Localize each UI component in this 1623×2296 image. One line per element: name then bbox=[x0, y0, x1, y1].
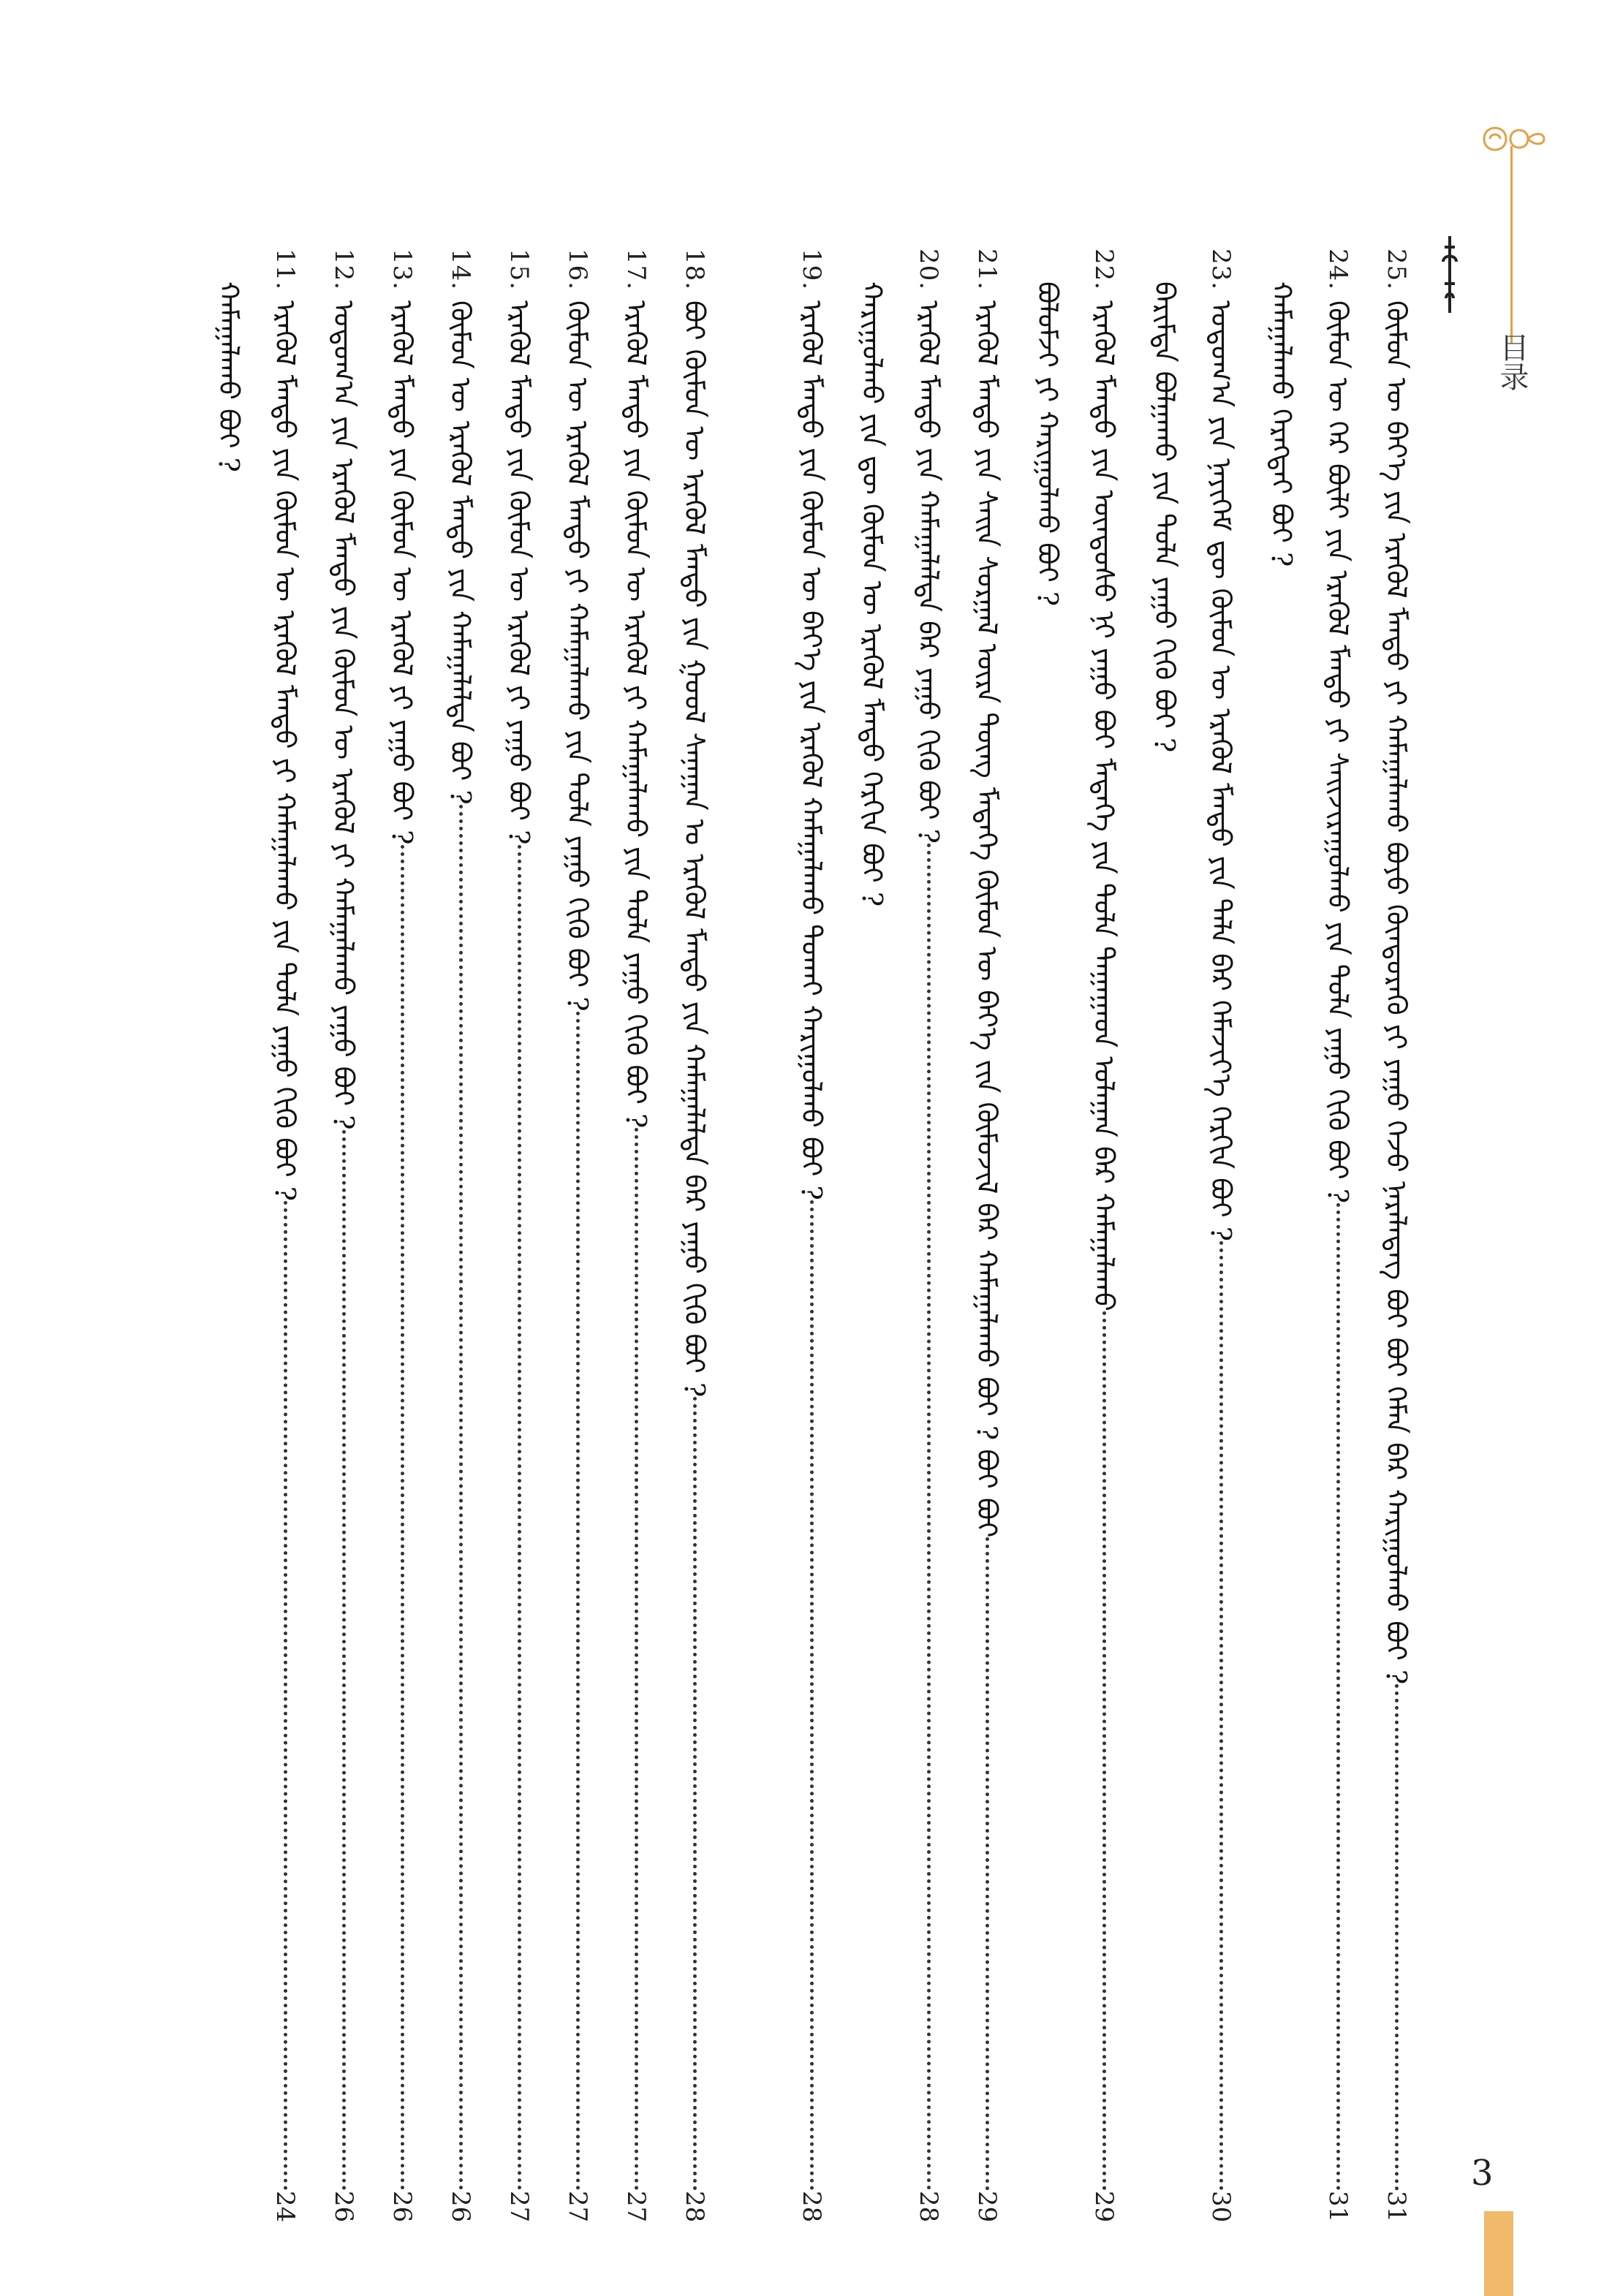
toc-entry-page: 27 bbox=[504, 2190, 534, 2222]
toc-dot-leader bbox=[693, 1397, 697, 2190]
toc-entry[interactable] bbox=[1199, 249, 1243, 2222]
toc-entry[interactable] bbox=[673, 249, 716, 2222]
toc-entry[interactable] bbox=[614, 249, 658, 2222]
toc-entry-title: ᠡᠷᠡᠭᠦᠯ ᠮᠡᠨᠳᠦ ᠶᠢᠨ ᠬᠦᠮᠦᠨ ᠦ ᠡᠷᠡᠭᠦᠯ ᠶᠢ ᠶᠠᠭᠤ ᠪᠤᠢ ? bbox=[386, 300, 418, 845]
toc-entry-page: 26 bbox=[446, 2190, 475, 2222]
toc-dot-leader bbox=[985, 1537, 989, 2190]
toc-entry-number: 14. bbox=[446, 249, 475, 291]
toc-entry-number: 13. bbox=[387, 249, 417, 291]
toc-entry-title: ᠬᠦᠮᠦᠨ ᠦ ᠡᠷᠡᠭᠦᠯ ᠮᠡᠨᠳᠦ ᠶᠢ ᠬᠠᠮᠠᠭᠠᠯᠠᠬᠤ ᠶᠢᠨ ᠲᠤᠯᠠ ᠶᠠᠭᠤ ᠬᠢᠬᠦ ᠪᠤᠢ ? bbox=[561, 300, 594, 1012]
toc-entry-continuation: ᠪᠠᠷᠢᠮᠲᠠ ᠪᠣᠯᠭᠠᠬᠤ ᠶᠢᠨ ᠲᠤᠯᠠ ᠶᠠᠭᠤ ᠬᠢᠬᠦ ᠪᠤᠢ ? bbox=[1149, 281, 1181, 753]
toc-entry-number: 21. bbox=[972, 249, 1002, 291]
toc-dot-leader bbox=[1336, 1203, 1340, 2191]
toc-entry-number: 12. bbox=[329, 249, 358, 291]
toc-entry[interactable] bbox=[965, 249, 1009, 2222]
toc-entry[interactable] bbox=[322, 249, 366, 2222]
toc-entry-page: 28 bbox=[797, 2190, 826, 2222]
toc-entry-page: 24 bbox=[270, 2190, 300, 2222]
toc-dot-leader bbox=[927, 844, 931, 2191]
toc-entry-page: 27 bbox=[621, 2190, 651, 2222]
toc-dot-leader bbox=[342, 1130, 346, 2191]
toc-entry[interactable] bbox=[556, 249, 599, 2222]
toc-entry-title: ᠬᠦᠮᠦᠨ ᠦ ᠡᠷᠡᠭᠦᠯ ᠮᠡᠨᠳᠦ ᠶᠢᠨ ᠬᠠᠮᠠᠭᠠᠯᠠᠯᠲᠠ ᠪᠤᠢ ? bbox=[444, 300, 477, 805]
toc-dot-leader bbox=[459, 805, 463, 2191]
toc-entry-title: ᠬᠦᠮᠦᠨ ᠦ ᠭᠡᠷ ᠪᠦᠯᠢ ᠶᠢᠨ ᠡᠷᠡᠭᠦᠯ ᠮᠡᠨᠳᠦ ᠶᠢ ᠰᠠᠢᠵᠢᠷᠠᠭᠤᠯᠬᠤ ᠶᠢᠨ ᠲᠤᠯᠠ ᠶᠠᠭᠤ ᠬᠢᠬᠦ ᠪᠤᠢ ? bbox=[1322, 300, 1354, 1204]
toc-entry-title: ᠡᠷᠡᠭᠦᠯ ᠮᠡᠨᠳᠦ ᠶᠢᠨ ᠬᠦᠮᠦᠨ ᠦ ᠡᠷᠡᠭᠦᠯ ᠶᠢ ᠬᠠᠮᠠᠭᠠᠯᠠᠬᠤ ᠶᠢᠨ ᠲᠤᠯᠠ ᠶᠠᠭᠤ ᠬᠢᠬᠦ ᠪᠤᠢ ? bbox=[620, 300, 652, 1129]
toc-entry-number: 17. bbox=[621, 249, 651, 291]
toc-dot-leader bbox=[1395, 1684, 1399, 2190]
toc-entry[interactable] bbox=[1316, 249, 1360, 2222]
toc-dot-leader bbox=[810, 1200, 814, 2191]
toc-entry-number: 25. bbox=[1382, 249, 1411, 291]
toc-entry-title: ᠤᠳᠤᠭ᠎ᠠ ᠶᠢᠨ ᠡᠷᠡᠭᠦᠯ ᠮᠡᠨᠳᠦ ᠶᠢᠨ ᠬᠦᠮᠦᠨ ᠦ ᠡᠷᠡᠭᠦᠯ ᠶᠢ ᠬᠠᠮᠠᠭᠠᠯᠠᠬᠤ ᠶᠠᠭᠤ ᠪᠤᠢ ? bbox=[328, 300, 360, 1130]
toc-entry-title: ᠡᠷᠡᠭᠦᠯ ᠮᠡᠨᠳᠦ ᠶᠢᠨ ᠬᠦᠮᠦᠨ ᠦ ᠡᠷᠡᠭᠦᠯ ᠮᠡᠨᠳᠦ ᠶᠢ ᠬᠠᠮᠠᠭᠠᠯᠠᠬᠤ ᠶᠢᠨ ᠲᠤᠯᠠ ᠶᠠᠭᠤ ᠬᠢᠬᠦ ᠪᠤᠢ ? bbox=[269, 300, 301, 1202]
header-ornament-icon bbox=[1477, 117, 1550, 161]
toc-dot-leader bbox=[401, 845, 404, 2191]
toc-entry-title: ᠡᠷᠡᠭᠦᠯ ᠮᠡᠨᠳᠦ ᠶᠢᠨ ᠰᠠᠢᠨ ᠰᠤᠷᠭᠠᠯ ᠦᠷᠡ ᠳᠦᠩ ᠮᠡᠳᠡᠭᠡ ᠬᠦᠮᠦᠨ ᠦ ᠪᠡᠶ᠎ᠡ ᠵᠢᠨ ᠬᠦᠮᠦᠵᠢᠯ ᠪᠠᠷ ᠬᠠᠮᠠᠭᠠᠯᠠᠬᠤ ᠪᠤᠢ ? ᠪᠤᠢ ᠪᠤᠢ bbox=[971, 300, 1003, 1538]
toc-entry[interactable] bbox=[790, 249, 833, 2222]
toc-entry-continuation: ᠬᠠᠷᠢᠭᠤᠯᠬᠤ ᠶᠢᠨ ᠳᠦ ᠬᠦᠮᠦᠨ ᠦ ᠡᠷᠡᠭᠦᠯ ᠮᠡᠨᠳᠦ ᠬᠡᠷᠬᠢᠨ ᠪᠤᠢ ? bbox=[856, 281, 888, 907]
toc-entry-page: 31 bbox=[1382, 2190, 1411, 2222]
toc-dot-leader bbox=[284, 1201, 287, 2191]
toc-entry-title: ᠤᠳᠤᠭ᠎ᠠ ᠶᠢᠨ ᠨᠡᠶᠢᠭᠡᠮ ᠳᠦ ᠬᠦᠮᠦᠨ ᠦ ᠡᠷᠡᠭᠦᠯ ᠮᠡᠨᠳᠦ ᠶᠢᠨ ᠲᠠᠯᠠ ᠪᠠᠷ ᠬᠡᠮᠡᠵᠢᠶ᠎ᠡ ᠬᠡᠷᠬᠢᠨ ᠪᠤᠢ ? bbox=[1205, 300, 1237, 1242]
toc-entry[interactable] bbox=[497, 249, 541, 2222]
toc-entry-title: ᠡᠷᠡᠭᠦᠯ ᠮᠡᠨᠳᠦ ᠶᠢᠨ ᠦᠨᠳᠦᠰᠦ ᠨᠢ ᠶᠠᠭᠤ ᠪᠤᠢ ᠮᠡᠳᠡᠭᠡ ᠶᠢᠨ ᠲᠤᠯᠠ ᠳᠠᠭᠠᠭᠠᠳ ᠤᠯᠠᠭᠠᠨ ᠪᠠᠷ ᠬᠠᠮᠠᠭᠠᠯᠠᠬᠤ bbox=[1088, 300, 1120, 1311]
header-title: 目录 bbox=[1495, 333, 1529, 391]
toc-dot-leader bbox=[576, 1012, 580, 2191]
toc-dot-leader bbox=[518, 845, 521, 2191]
toc-dot-leader bbox=[1219, 1241, 1223, 2191]
header-divider bbox=[1510, 146, 1513, 344]
toc-entry-page: 29 bbox=[972, 2190, 1002, 2222]
toc-entry-page: 28 bbox=[914, 2190, 943, 2222]
toc-entry-continuation: ᠬᠠᠮᠠᠭᠠᠯᠠᠬᠤ ᠬᠡᠷᠡᠭᠲᠡᠢ ᠪᠤᠢ ? bbox=[1266, 281, 1298, 567]
toc-entry-number: 20. bbox=[914, 249, 943, 291]
page-number: 3 bbox=[1471, 2153, 1494, 2194]
toc-entry-number: 11. bbox=[270, 249, 300, 291]
toc-entry-number: 23. bbox=[1206, 249, 1236, 291]
toc-entry[interactable] bbox=[263, 249, 307, 2222]
toc-entry[interactable] bbox=[439, 249, 483, 2222]
toc-entry[interactable] bbox=[907, 249, 950, 2222]
toc-entry-title: ᠡᠷᠡᠭᠦᠯ ᠮᠡᠨᠳᠦ ᠶᠢᠨ ᠬᠦᠮᠦᠨ ᠦ ᠪᠡᠶ᠎ᠡ ᠶᠢᠨ ᠡᠷᠡᠭᠦᠯ ᠬᠠᠮᠠᠭᠠᠯᠠᠬᠤ ᠲᠤᠬᠠᠢ ᠬᠠᠷᠢᠭᠤᠯᠬᠤ ᠪᠤᠢ ? bbox=[795, 300, 828, 1200]
header-script-mark-icon bbox=[1439, 232, 1461, 320]
toc-entry-number: 15. bbox=[504, 249, 534, 291]
toc-entry-number: 24. bbox=[1323, 249, 1352, 291]
toc-entry-number: 22. bbox=[1089, 249, 1119, 291]
toc-dot-leader bbox=[1102, 1311, 1106, 2191]
toc-entry-page: 26 bbox=[329, 2190, 358, 2222]
toc-entry-page: 31 bbox=[1323, 2190, 1352, 2222]
toc-entry-number: 16. bbox=[563, 249, 592, 291]
toc-entry-continuation: ᠪᠣᠯᠤᠮᠵᠢ ᠶᠢ ᠬᠠᠷᠢᠭᠤᠯᠬᠤ ᠪᠤᠢ ? bbox=[1032, 281, 1064, 607]
toc-dot-leader bbox=[635, 1128, 638, 2190]
toc-entry[interactable] bbox=[1082, 249, 1126, 2222]
toc-entry-number: 18. bbox=[680, 249, 709, 291]
toc-entry-page: 27 bbox=[563, 2190, 592, 2222]
toc-entry-number: 19. bbox=[797, 249, 826, 291]
toc-entry-title: ᠡᠷᠡᠭᠦᠯ ᠮᠡᠨᠳᠦ ᠶᠢᠨ ᠬᠦᠮᠦᠨ ᠦ ᠡᠷᠡᠭᠦᠯ ᠶᠢ ᠶᠠᠭᠤ ᠪᠤᠢ ? bbox=[503, 300, 535, 845]
toc-entry-title: ᠡᠷᠡᠭᠦᠯ ᠮᠡᠨᠳᠦ ᠶᠢᠨ ᠬᠠᠮᠠᠭᠠᠯᠠᠯᠲᠠ ᠪᠠᠷ ᠶᠠᠭᠤ ᠬᠢᠬᠦ ᠪᠤᠢ ? bbox=[912, 300, 945, 844]
toc-entry-page: 30 bbox=[1206, 2190, 1236, 2222]
toc-entry-page: 28 bbox=[680, 2190, 709, 2222]
toc-entry-continuation: ᠬᠠᠮᠠᠭᠠᠯᠠᠬᠤ ᠪᠤᠢ ? bbox=[213, 281, 245, 472]
toc-entry-page: 29 bbox=[1089, 2190, 1119, 2222]
side-tab bbox=[1484, 2211, 1513, 2296]
toc-entry-page: 26 bbox=[387, 2190, 417, 2222]
toc-entry-title: ᠪᠤᠢ ᠬᠦᠮᠦᠨ ᠦ ᠡᠷᠡᠭᠦᠯ ᠮᠡᠨᠳᠦ ᠶᠢᠨ ᠭᠤᠤᠯ ᠰᠠᠨᠠᠭᠠᠨ ᠤ ᠡᠷᠡᠭᠦᠯ ᠮᠡᠨᠳᠦ ᠶᠢᠨ ᠬᠠᠮᠠᠭᠠᠯᠠᠯᠲᠠ ᠪᠠᠷ ᠶᠠᠭᠤ ᠬᠢᠬᠦ ᠪᠤᠢ ? bbox=[678, 300, 711, 1398]
toc-entry-title: ᠬᠦᠮᠦᠨ ᠦ ᠪᠡᠶ᠎ᠡ ᠶᠢᠨ ᠡᠷᠡᠭᠦᠯ ᠮᠡᠨᠳᠦ ᠶᠢ ᠬᠠᠮᠠᠭᠠᠯᠠᠬᠤ ᠪᠤᠶᠤ ᠬᠦᠨᠳᠦᠷᠡᠬᠦ ᠶᠢ ᠶᠠᠭᠤ ᠭᠡᠵᠦ ᠨᠡᠷᠡᠯᠡᠳᠡᠭ ᠪᠤᠢ ᠪᠤᠢ ᠬᠡᠮᠡᠨ ᠪᠠᠷ ᠬᠠᠷᠢᠭᠤᠯᠬᠤ ᠪᠤᠢ ? bbox=[1380, 300, 1412, 1685]
toc-entry[interactable] bbox=[380, 249, 424, 2222]
toc-entry[interactable] bbox=[1374, 249, 1418, 2222]
